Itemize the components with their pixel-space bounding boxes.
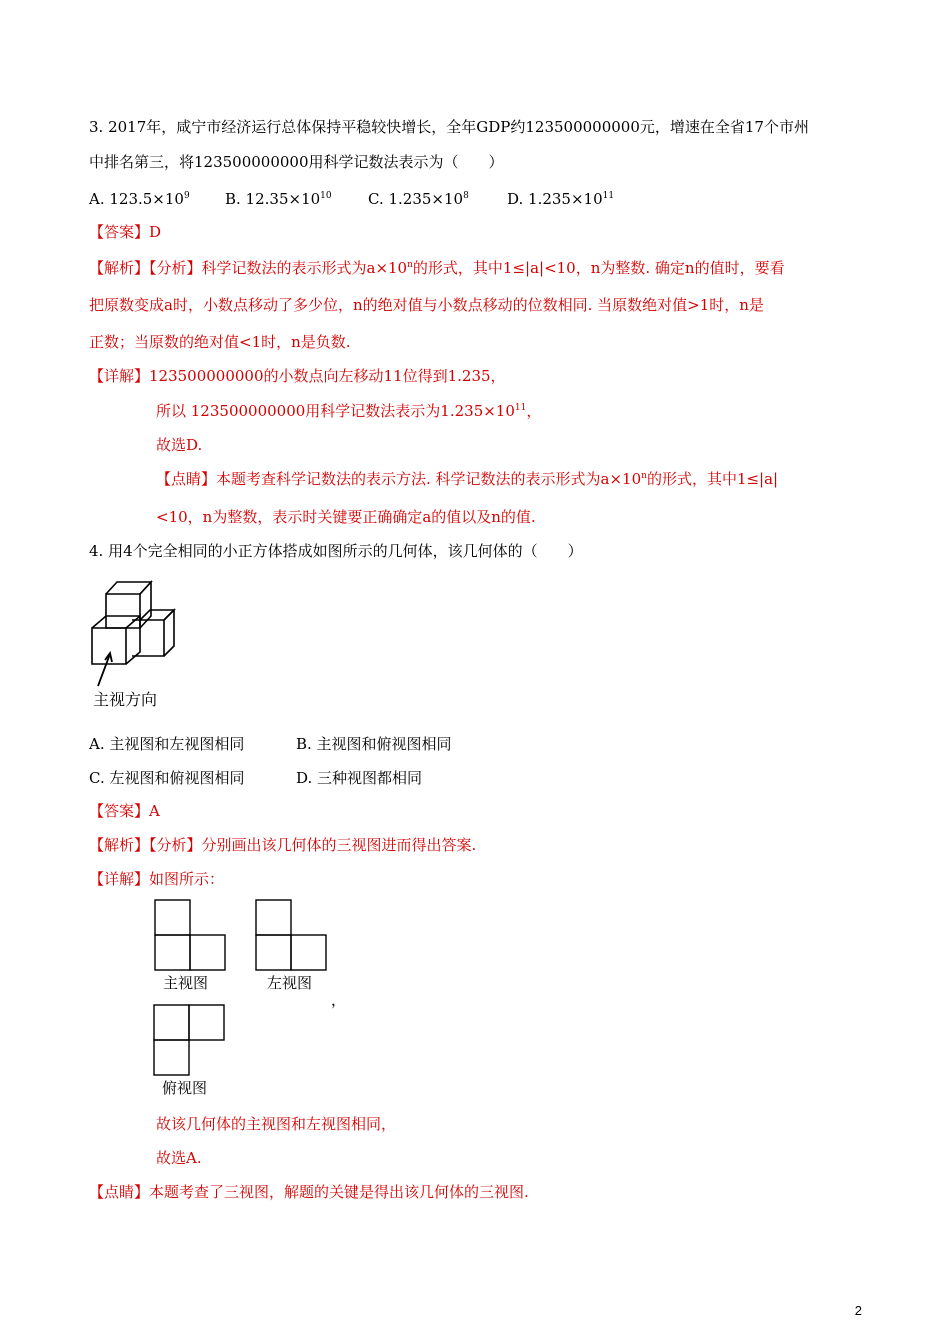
- top-view-drawing: [153, 1004, 227, 1076]
- q4-comment: 【点睛】本题考查了三视图，解题的关键是得出该几何体的三视图.: [89, 1183, 529, 1201]
- q3-analysis-line3: 正数；当原数的绝对值<1时，n是负数.: [89, 333, 351, 351]
- q4-choice: 故选A.: [156, 1149, 202, 1167]
- left-view-drawing: [255, 899, 329, 971]
- q4-option-c: C. 左视图和俯视图相同: [89, 769, 245, 787]
- q4-answer: 【答案】A: [89, 802, 160, 820]
- q3-comment-line2: <10，n为整数，表示时关键要正确确定a的值以及n的值.: [156, 508, 536, 526]
- q3-option-c: C. $1.235\times 10^8$: [368, 190, 469, 208]
- q3-answer: 【答案】D: [89, 223, 162, 241]
- direction-arrow: [98, 654, 110, 686]
- q3-analysis-line2: 把原数变成a时，小数点移动了多少位，n的绝对值与小数点移动的位数相同. 当原数绝对值>1时，n是: [89, 296, 764, 314]
- q3-option-a: A. $123.5\times 10^9$: [89, 190, 190, 208]
- front-view-drawing: [154, 899, 228, 971]
- q4-conclusion: 故该几何体的主视图和左视图相同，: [156, 1115, 397, 1133]
- q4-option-b: B. 主视图和俯视图相同: [296, 735, 452, 753]
- q3-detail-line2: 所以 123500000000用科学记数法表示为$1.235\times 10^{11}$，: [156, 402, 542, 420]
- page-number: 2: [854, 1303, 862, 1318]
- q3-stem-line2: 中排名第三，将123500000000用科学记数法表示为（ ）: [89, 153, 504, 171]
- q3-detail-line3: 故选D.: [156, 436, 203, 454]
- cube-top-front: [106, 594, 140, 628]
- cube-figure: [88, 578, 188, 690]
- views-comma: ，: [331, 991, 347, 1009]
- q3-comment-line1: 【点睛】本题考查科学记数法的表示方法. 科学记数法的表示形式为$a\times 10^n$的形式，其中1≤|a|: [156, 470, 779, 488]
- q4-detail: 【详解】如图所示：: [89, 870, 225, 888]
- q3-analysis-line1: 【解析】【分析】科学记数法的表示形式为$a\times 10^n$的形式，其中1≤|a|<10，n为整数. 确定n的值时，要看: [89, 259, 785, 277]
- top-view-label: 俯视图: [162, 1079, 208, 1097]
- cube-top-side: [140, 582, 151, 628]
- q4-option-a: A. 主视图和左视图相同: [89, 735, 245, 753]
- q4-option-d: D. 三种视图都相同: [296, 769, 423, 787]
- cube-top-top: [106, 582, 151, 594]
- left-view-label: 左视图: [267, 974, 313, 992]
- figure-direction-label: 主视方向: [93, 690, 158, 709]
- q3-option-d: D. $1.235\times 10^{11}$: [507, 190, 615, 208]
- cube-br-side: [164, 610, 174, 656]
- q4-analysis: 【解析】【分析】分别画出该几何体的三视图进而得出答案.: [89, 836, 477, 854]
- front-view-label: 主视图: [163, 974, 209, 992]
- cube-br-front: [132, 620, 164, 656]
- q3-stem-line1: 3. 2017年，咸宁市经济运行总体保持平稳较快增长，全年GDP约123500000000元，增速在全省17个市州: [89, 118, 809, 136]
- q4-stem: 4. 用4个完全相同的小正方体搭成如图所示的几何体，该几何体的（ ）: [89, 542, 583, 560]
- q3-option-b: B. $12.35\times 10^{10}$: [225, 190, 332, 208]
- q3-detail-line1: 【详解】123500000000的小数点向左移动11位得到1.235，: [89, 367, 506, 385]
